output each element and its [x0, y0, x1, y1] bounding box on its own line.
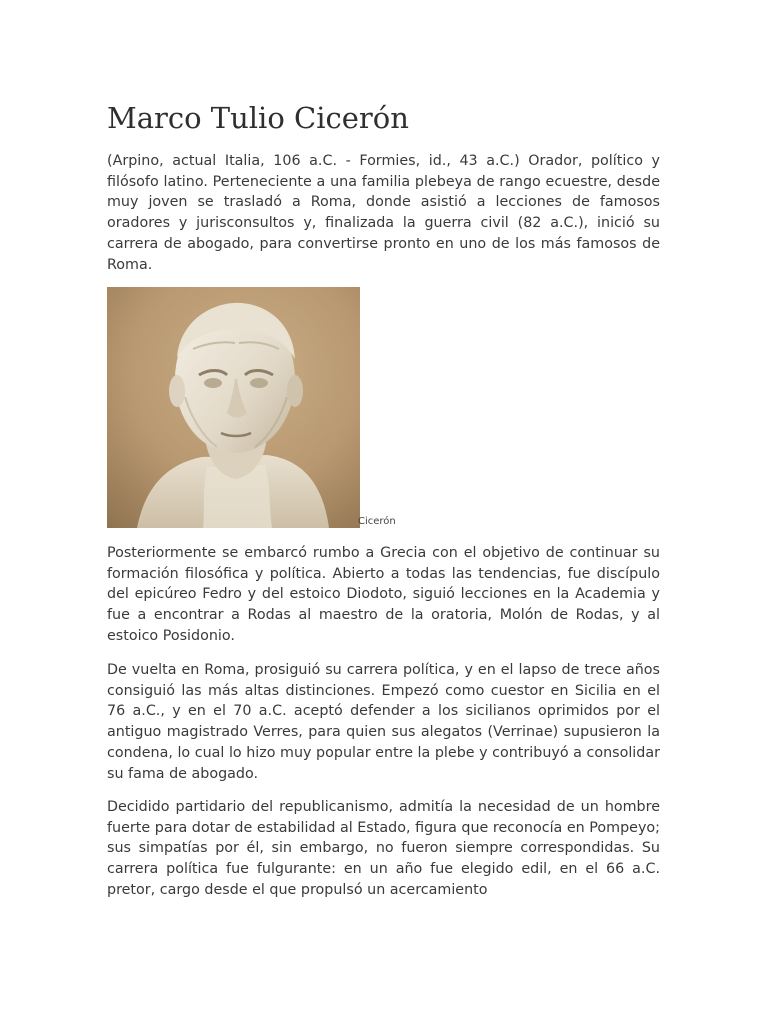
image-caption: Cicerón [358, 516, 396, 527]
paragraph-greece: Posteriormente se embarcó rumbo a Grecia con el objetivo de continuar su formación filosófica y política. Abierto a todas las tendencias, fue discípulo del epicúreo Fedro y del estoico Diodoto, siguió lecciones en la Academia y fue a encontrar a Rodas al maestro de la oratoria, Molón de Rodas, y al estoico Posidonio. [107, 545, 660, 644]
ciceron-bust-illustration [107, 287, 360, 528]
page-title: Marco Tulio Cicerón [107, 101, 409, 135]
paragraph-rome-career: De vuelta en Roma, prosiguió su carrera política, y en el lapso de trece años consiguió las más altas distinciones. Empezó como cuestor en Sicilia en el 76 a.C., y en el 70 a.C. aceptó defender a los sicilianos oprimidos por el antiguo magistrado Verres, para quien sus alegatos (Verrinae) supusieron la condena, lo cual lo hizo muy popular entre la plebe y contribuyó a consolidar su fama de abogado. [107, 662, 660, 782]
bust-image [107, 287, 360, 528]
paragraph-republicanism: Decidido partidario del republicanismo, admitía la necesidad de un hombre fuerte para dotar de estabilidad al Estado, figura que reconocía en Pompeyo; sus simpatías por él, sin embargo, no fueron siempre correspondidas. Su carrera política fue fulgurante: en un año fue elegido edil, en el 66 a.C. pretor, cargo desde el que propulsó un acercamiento [107, 799, 660, 898]
paragraph-intro: (Arpino, actual Italia, 106 a.C. - Formies, id., 43 a.C.) Orador, político y filósofo latino. Perteneciente a una familia plebeya de rango ecuestre, desde muy joven se trasladó a Roma, donde asistió a lecciones de famosos oradores y jurisconsultos y, finalizada la guerra civil (82 a.C.), inició su carrera de abogado, para convertirse pronto en uno de los más famosos de Roma. [107, 153, 660, 273]
